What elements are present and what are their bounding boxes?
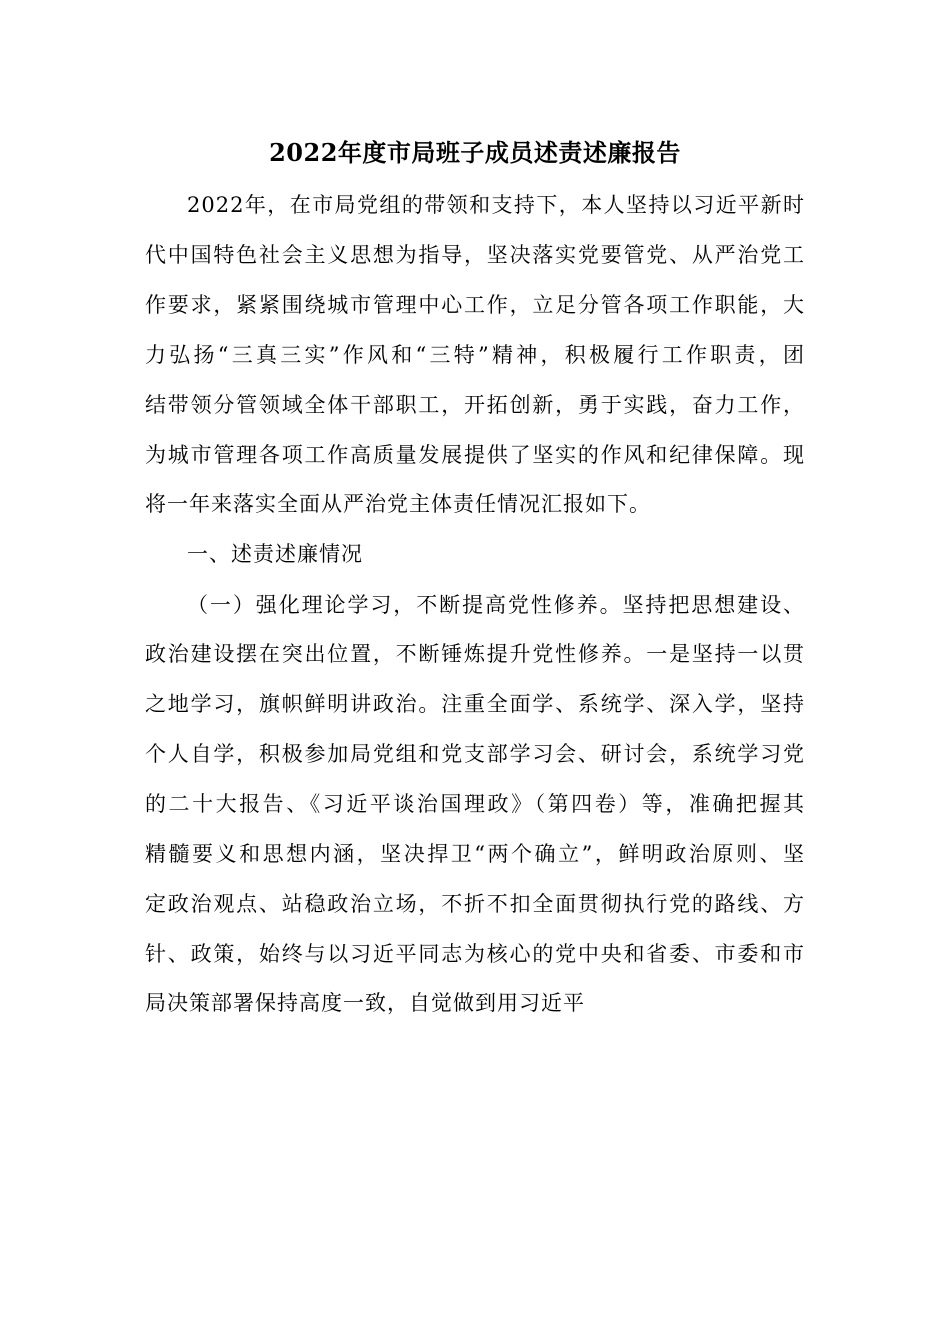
paragraph1-line-1: 2022年，在市局党组的带领和支持下，本人坚持以习近平新时 xyxy=(187,193,805,217)
paragraph2-line-3: 之地学习，旗帜鲜明讲政治。注重全面学、系统学、深入学，坚持 xyxy=(145,692,805,716)
paragraph2-line-6: 精髓要义和思想内涵，坚决捍卫“两个确立”，鲜明政治原则、坚 xyxy=(145,842,805,866)
paragraph1-line-3: 作要求，紧紧围绕城市管理中心工作，立足分管各项工作职能，大 xyxy=(145,293,805,317)
paragraph2-line-5: 的二十大报告、《习近平谈治国理政》（第四卷）等，准确把握其 xyxy=(145,792,805,816)
section-heading: 一、述责述廉情况 xyxy=(187,542,363,566)
paragraph1-line-6: 为城市管理各项工作高质量发展提供了坚实的作风和纪律保障。现 xyxy=(145,443,805,467)
paragraph2-line-1: （一）强化理论学习，不断提高党性修养。坚持把思想建设、 xyxy=(187,593,805,617)
paragraph2-line-4: 个人自学，积极参加局党组和党支部学习会、研讨会，系统学习党 xyxy=(145,742,805,766)
page-title: 2022年度市局班子成员述责述廉报告 xyxy=(269,138,681,167)
paragraph2-line-7: 定政治观点、站稳政治立场，不折不扣全面贯彻执行党的路线、方 xyxy=(145,892,805,916)
paragraph2-line-8: 针、政策，始终与以习近平同志为核心的党中央和省委、市委和市 xyxy=(145,942,805,966)
paragraph2-line-9: 局决策部署保持高度一致，自觉做到用习近平 xyxy=(145,991,585,1015)
paragraph1-line-5: 结带领分管领域全体干部职工，开拓创新，勇于实践，奋力工作， xyxy=(145,393,805,417)
paragraph1-line-7: 将一年来落实全面从严治党主体责任情况汇报如下。 xyxy=(145,492,651,516)
paragraph1-line-2: 代中国特色社会主义思想为指导，坚决落实党要管党、从严治党工 xyxy=(145,243,805,267)
paragraph1-line-4: 力弘扬“三真三实”作风和“三特”精神，积极履行工作职责，团 xyxy=(145,343,805,367)
paragraph2-line-2: 政治建设摆在突出位置，不断锤炼提升党性修养。一是坚持一以贯 xyxy=(145,642,805,666)
